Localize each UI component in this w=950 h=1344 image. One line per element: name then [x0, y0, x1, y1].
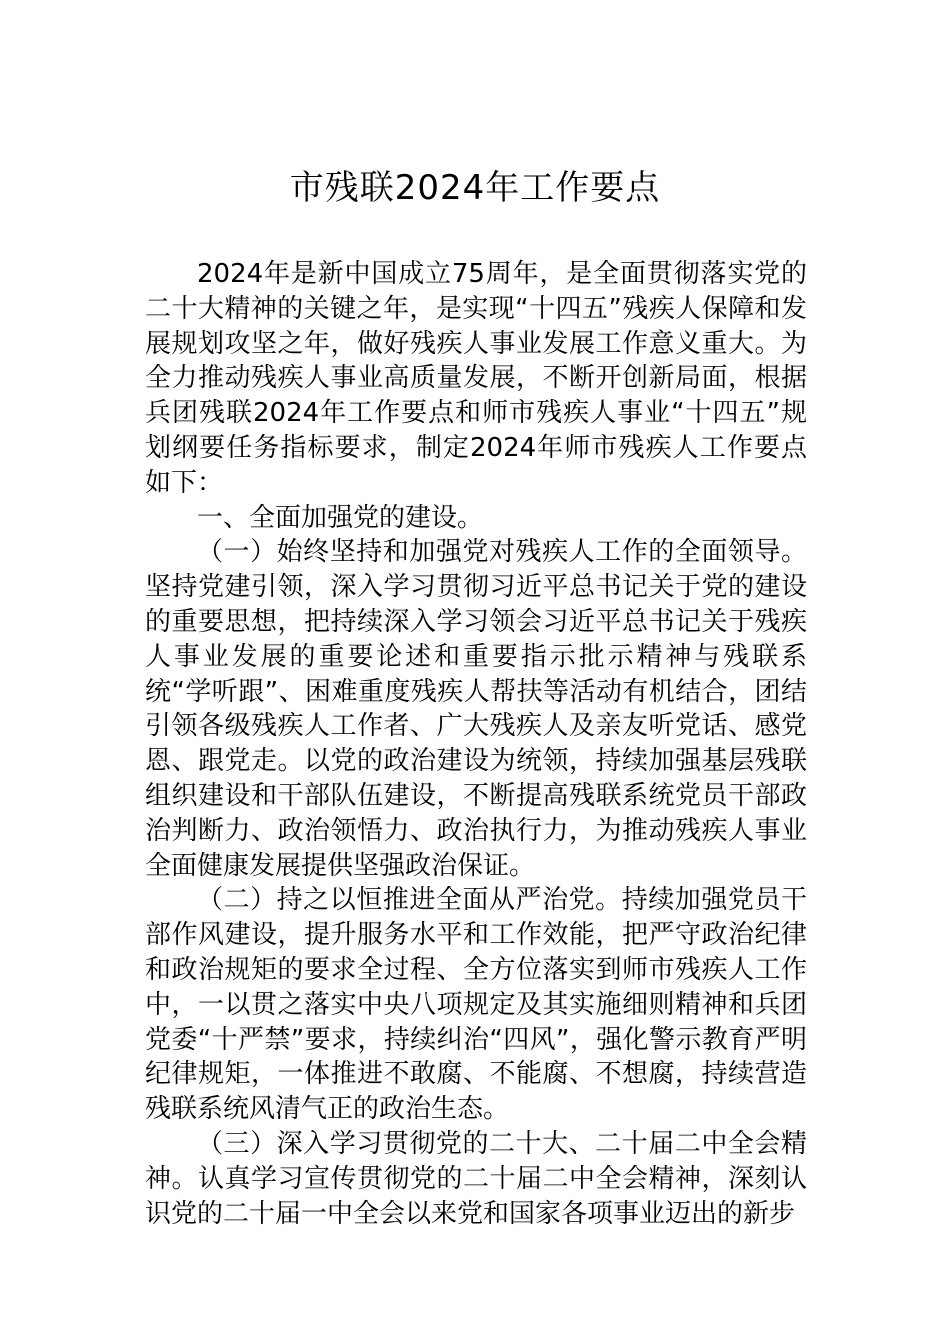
intro-paragraph: 2024年是新中国成立75周年，是全面贯彻落实党的二十大精神的关键之年，是实现“十四五”残疾人保障和发展规划攻坚之年，做好残疾人事业发展工作意义重大。为全力推动残疾人事业高质量发展，不断开创新局面，根据兵团残联2024年工作要点和师市残疾人事业“十四五”规划纲要任务指标要求，制定2024年师市残疾人工作要点如下：	[145, 259, 807, 498]
subsection-paragraph-2: （二）持之以恒推进全面从严治党。持续加强党员干部作风建设，提升服务水平和工作效能，把严守政治纪律和政治规矩的要求全过程、全方位落实到师市残疾人工作中，一以贯之落实中央八项规定及其实施细则精神和兵团党委“十严禁”要求，持续纠治“四风”，强化警示教育严明纪律规矩，一体推进不敢腐、不能腐、不想腐，持续营造残联系统风清气正的政治生态。	[145, 885, 807, 1125]
subsection-paragraph-3: （三）深入学习贯彻党的二十大、二十届二中全会精神。认真学习宣传贯彻党的二十届二中全会精神，深刻认识党的二十届一中全会以来党和国家各项事业迈出的新步	[145, 1128, 807, 1229]
document-body	[145, 257, 807, 1231]
document-title: 市残联2024年工作要点	[289, 168, 661, 208]
section-heading-1: 一、全面加强党的建设。	[197, 502, 484, 533]
subsection-paragraph-1: （一）始终坚持和加强党对残疾人工作的全面领导。坚持党建引领，深入学习贯彻习近平总书记关于党的建设的重要思想，把持续深入学习领会习近平总书记关于残疾人事业发展的重要论述和重要指示批示精神与残联系统“学听跟”、困难重度残疾人帮扶等活动有机结合，团结引领各级残疾人工作者、广大残疾人及亲友听党话、感党恩、跟党走。以党的政治建设为统领，持续加强基层残联组织建设和干部队伍建设，不断提高残联系统党员干部政治判断力、政治领悟力、政治执行力，为推动残疾人事业全面健康发展提供坚强政治保证。	[145, 537, 807, 881]
